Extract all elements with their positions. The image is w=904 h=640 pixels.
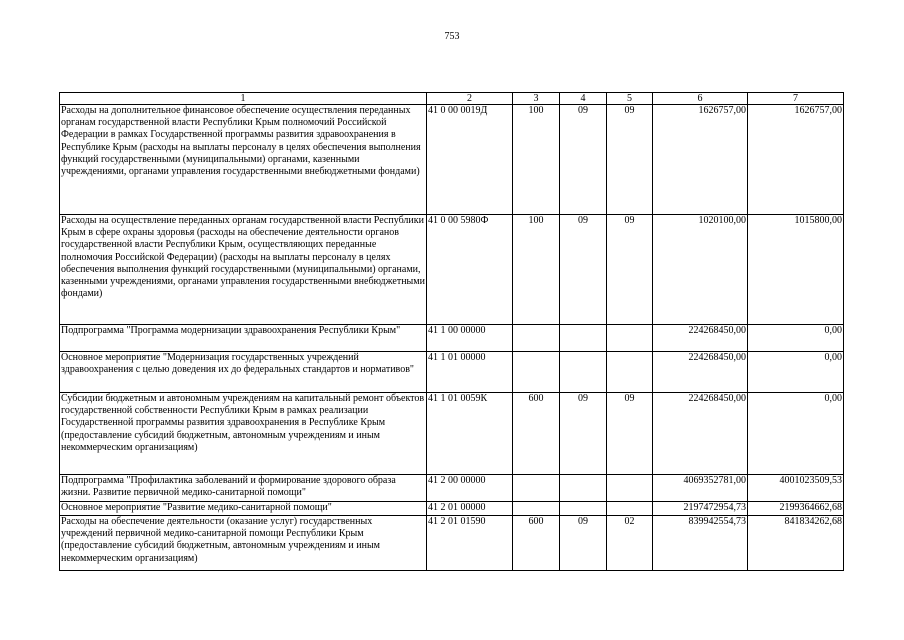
- row-value6-cell: 2197472954,73: [653, 502, 748, 516]
- header-row: [60, 93, 844, 105]
- row-value6-cell: 1020100,00: [653, 215, 748, 325]
- row-code-cell: 41 1 01 0059К: [427, 393, 513, 475]
- row-name-cell: Расходы на осуществление переданных органам государственной власти Республики Крым в сфере охраны здоровья (расходы на обеспечение деятельности органов государственной власти Республики Крым, осуществляющих переданные полномочия Российской Федерации) (расходы на выплаты персоналу в целях обеспечения выполнения функций государственными (муниципальными) органами, казенными учреждениями, органами управления государственными внебюджетными фондами): [60, 215, 427, 325]
- row-value7-cell: 0,00: [748, 325, 844, 352]
- row-value6-cell: 224268450,00: [653, 325, 748, 352]
- column-header-1: 1: [60, 93, 427, 105]
- row-col5-cell: 02: [607, 516, 653, 571]
- row-code-cell: 41 1 00 00000: [427, 325, 513, 352]
- row-value7-cell: 0,00: [748, 393, 844, 475]
- row-col3-cell: [513, 352, 560, 393]
- row-name-cell: Основное мероприятие "Модернизация государственных учреждений здравоохранения с целью доведения их до федеральных стандартов и нормативов": [60, 352, 427, 393]
- table-row: [60, 516, 844, 571]
- row-value7-cell: 4001023509,53: [748, 475, 844, 502]
- row-value6-cell: 224268450,00: [653, 393, 748, 475]
- row-value7-cell: 1626757,00: [748, 105, 844, 215]
- budget-table: [59, 92, 844, 571]
- row-value7-cell: 841834262,68: [748, 516, 844, 571]
- row-col3-cell: [513, 502, 560, 516]
- row-value7-cell: 2199364662,68: [748, 502, 844, 516]
- row-code-cell: 41 2 00 00000: [427, 475, 513, 502]
- row-col5-cell: [607, 475, 653, 502]
- row-code-cell: 41 2 01 00000: [427, 502, 513, 516]
- row-col5-cell: [607, 352, 653, 393]
- row-name-cell: Расходы на дополнительное финансовое обеспечение осуществления переданных органам государственной власти Республики Крым полномочий Российской Федерации в рамках Государственной программы развития здравоохранения в Республике Крым (расходы на выплаты персоналу в целях обеспечения выполнения функций государственными (муниципальными) органами, казенными учреждениями, органами управления государственными внебюджетными фондами): [60, 105, 427, 215]
- row-name-cell: Расходы на обеспечение деятельности (оказание услуг) государственных учреждений первичной медико-санитарной помощи Республики Крым (предоставление субсидий бюджетным, автономным учреждениям и иным некоммерческим организациям): [60, 516, 427, 571]
- row-code-cell: 41 1 01 00000: [427, 352, 513, 393]
- row-value6-cell: 224268450,00: [653, 352, 748, 393]
- table-row: [60, 105, 844, 215]
- row-col5-cell: 09: [607, 215, 653, 325]
- table-row: [60, 393, 844, 475]
- row-code-cell: 41 0 00 5980Ф: [427, 215, 513, 325]
- row-col4-cell: [560, 325, 607, 352]
- row-col3-cell: 100: [513, 215, 560, 325]
- row-code-cell: 41 2 01 01590: [427, 516, 513, 571]
- row-col4-cell: [560, 352, 607, 393]
- table-row: [60, 215, 844, 325]
- row-col5-cell: [607, 502, 653, 516]
- row-col3-cell: 100: [513, 105, 560, 215]
- table-row: [60, 475, 844, 502]
- row-col4-cell: 09: [560, 215, 607, 325]
- row-value7-cell: 0,00: [748, 352, 844, 393]
- row-value6-cell: 1626757,00: [653, 105, 748, 215]
- column-header-7: 7: [748, 93, 844, 105]
- row-col5-cell: [607, 325, 653, 352]
- table-row: [60, 325, 844, 352]
- column-header-3: 3: [513, 93, 560, 105]
- table-row: [60, 352, 844, 393]
- row-name-cell: Подпрограмма "Профилактика заболеваний и формирование здорового образа жизни. Развитие первичной медико-санитарной помощи": [60, 475, 427, 502]
- row-code-cell: 41 0 00 0019Д: [427, 105, 513, 215]
- row-col3-cell: 600: [513, 516, 560, 571]
- row-col4-cell: 09: [560, 105, 607, 215]
- row-name-cell: Основное мероприятие "Развитие медико-санитарной помощи": [60, 502, 427, 516]
- column-header-2: 2: [427, 93, 513, 105]
- row-value7-cell: 1015800,00: [748, 215, 844, 325]
- row-col5-cell: 09: [607, 105, 653, 215]
- row-col4-cell: [560, 475, 607, 502]
- row-col3-cell: [513, 475, 560, 502]
- page-number: 753: [444, 31, 460, 42]
- row-name-cell: Субсидии бюджетным и автономным учреждениям на капитальный ремонт объектов государственной собственности Республики Крым в рамках реализации Государственной программы развития здравоохранения в Республике Крым (предоставление субсидий бюджетным, автономным учреждениям и иным некоммерческим организациям): [60, 393, 427, 475]
- row-col5-cell: 09: [607, 393, 653, 475]
- row-name-cell: Подпрограмма "Программа модернизации здравоохранения Республики Крым": [60, 325, 427, 352]
- row-col4-cell: [560, 502, 607, 516]
- column-header-5: 5: [607, 93, 653, 105]
- row-col4-cell: 09: [560, 393, 607, 475]
- row-col3-cell: 600: [513, 393, 560, 475]
- column-header-6: 6: [653, 93, 748, 105]
- row-col3-cell: [513, 325, 560, 352]
- row-value6-cell: 4069352781,00: [653, 475, 748, 502]
- column-header-4: 4: [560, 93, 607, 105]
- table-row: [60, 502, 844, 516]
- row-col4-cell: 09: [560, 516, 607, 571]
- row-value6-cell: 839942554,73: [653, 516, 748, 571]
